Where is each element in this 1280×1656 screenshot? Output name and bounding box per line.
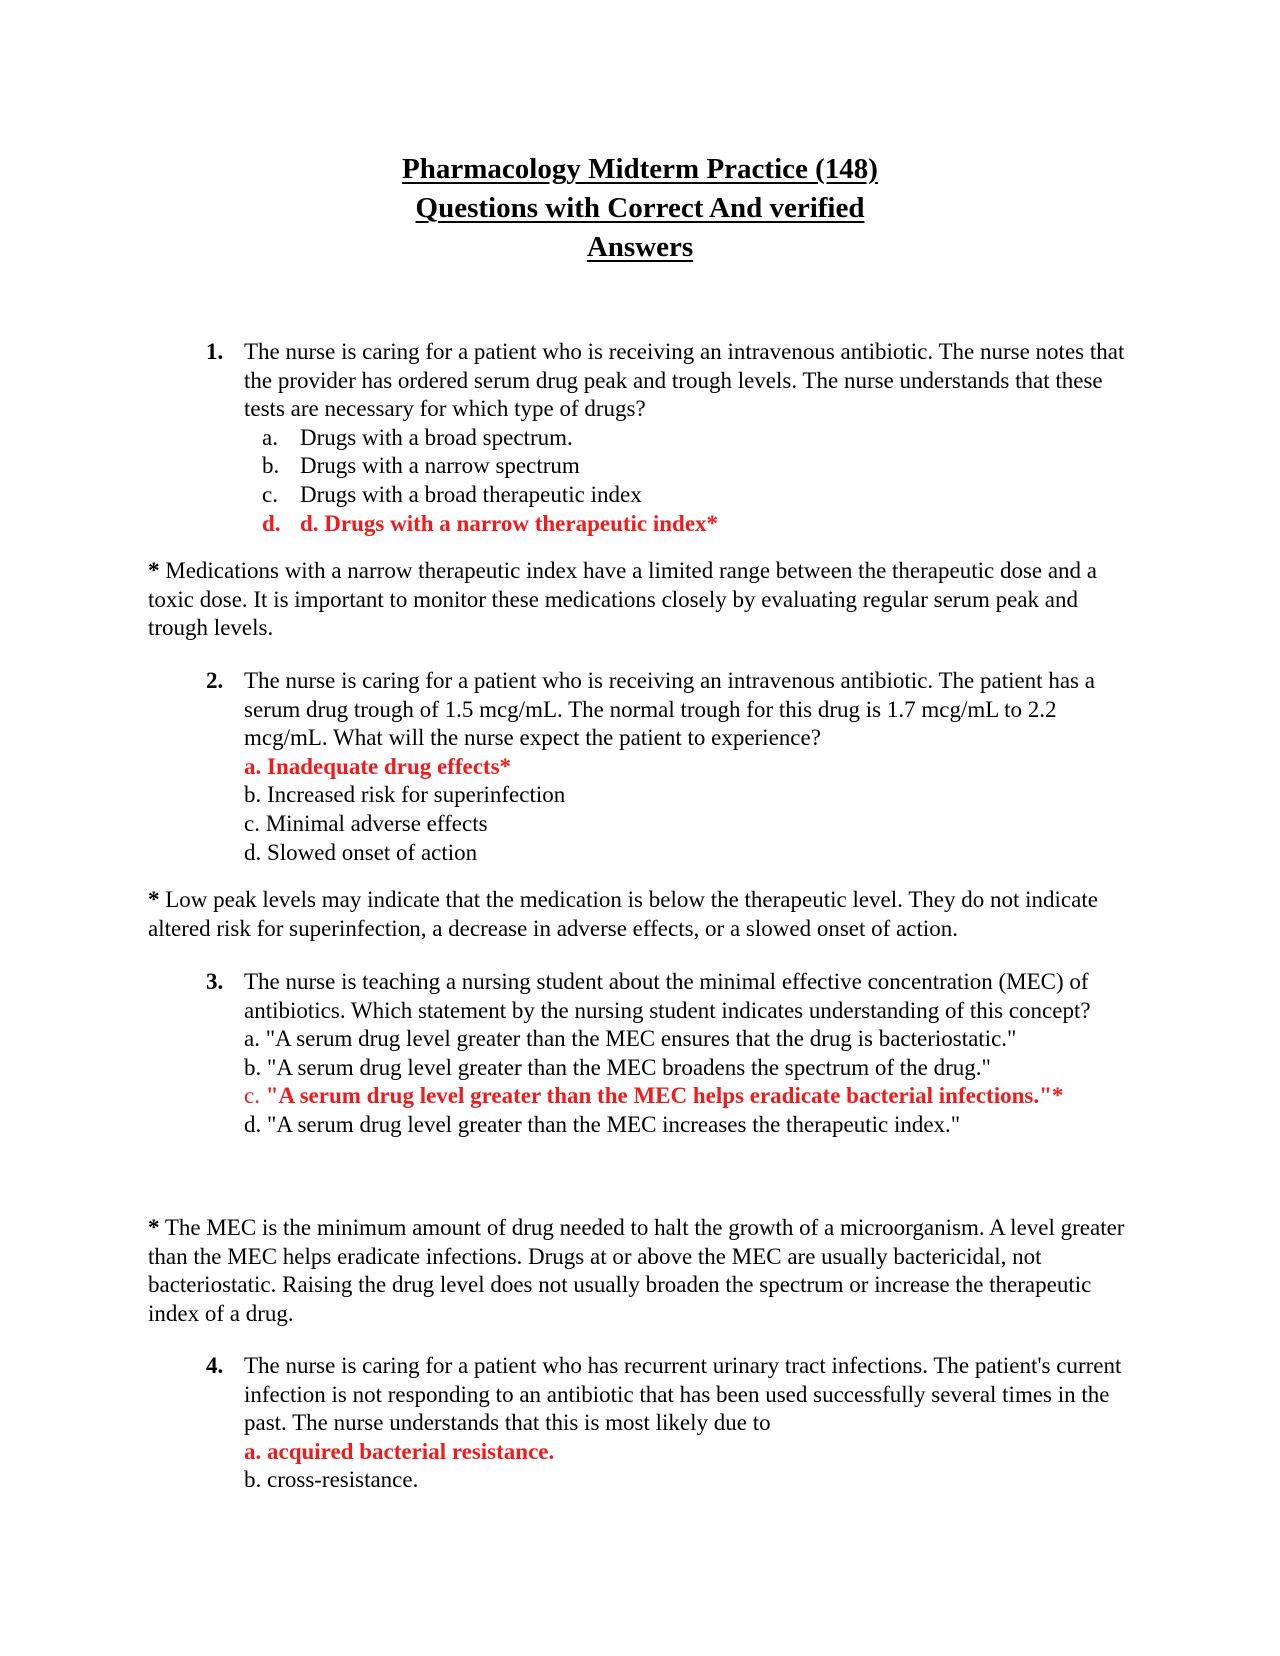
- option-text: d. Drugs with a narrow therapeutic index*: [300, 510, 719, 536]
- option-letter: a.: [262, 424, 278, 450]
- correct-answer-option: [244, 1082, 1126, 1111]
- answer-option: d. Slowed onset of action: [244, 839, 478, 865]
- option-letter: c.: [244, 1083, 260, 1109]
- question-stem: The nurse is teaching a nursing student about the minimal effective concentration (MEC) of antibiotics. Which statement by the nursing student indicates understanding of this concept?: [244, 969, 1091, 1023]
- rationale-marker: *: [148, 887, 160, 912]
- question-number: 4.: [206, 1353, 224, 1378]
- answer-option: [206, 481, 1126, 510]
- question-2: [206, 667, 1126, 867]
- rationale-text: Medications with a narrow therapeutic index have a limited range between the therapeutic dose and a toxic dose. It is important to monitor these medications closely by evaluating regular serum peak and trough levels.: [148, 558, 1098, 641]
- title-line-2: Questions with Correct And verified: [415, 192, 865, 224]
- question-number: 1.: [206, 339, 224, 364]
- rationale-marker: *: [148, 1215, 160, 1240]
- rationale-text: The MEC is the minimum amount of drug needed to halt the growth of a microorganism. A level greater than the MEC helps eradicate infections. Drugs at or above the MEC are usually bactericidal, not bacteriostatic. Raising the drug level does not usually broaden the spectrum or increase the therapeutic index of a drug.: [148, 1215, 1125, 1326]
- option-letter: b.: [262, 453, 280, 479]
- question-number: 2.: [206, 668, 224, 693]
- option-letter: c.: [262, 481, 278, 507]
- question-3: [206, 968, 1126, 1140]
- answer-option: [206, 452, 1126, 481]
- title-line-1: Pharmacology Midterm Practice (148): [402, 153, 878, 185]
- title-line-3: Answers: [586, 231, 694, 263]
- correct-answer-option: a. Inadequate drug effects*: [244, 753, 512, 779]
- rationale-1: [148, 557, 1138, 643]
- rationale-2: [148, 886, 1138, 943]
- option-text: Drugs with a broad therapeutic index: [300, 481, 642, 507]
- option-text: Drugs with a narrow spectrum: [300, 453, 580, 479]
- correct-answer-option: a. acquired bacterial resistance.: [244, 1438, 555, 1464]
- option-text: "A serum drug level greater than the MEC helps eradicate bacterial infections."*: [265, 1083, 1064, 1109]
- document-title: [0, 150, 1280, 267]
- question-stem: The nurse is caring for a patient who is receiving an intravenous antibiotic. The patient has a serum drug trough of 1.5 mcg/mL. The normal trough for this drug is 1.7 mcg/mL to 2.2 mcg/mL. What will the nurse expect the patient to experience?: [244, 668, 1095, 751]
- answer-option: b. Increased risk for superinfection: [244, 782, 566, 808]
- rationale-marker: *: [148, 558, 160, 583]
- question-4: [206, 1352, 1126, 1495]
- option-text: Drugs with a broad spectrum.: [300, 424, 573, 450]
- correct-answer-option: [206, 510, 1126, 539]
- question-number: 3.: [206, 969, 224, 994]
- answer-option: d. "A serum drug level greater than the MEC increases the therapeutic index.": [244, 1111, 961, 1137]
- answer-option: c. Minimal adverse effects: [244, 810, 488, 836]
- answer-option: a. "A serum drug level greater than the MEC ensures that the drug is bacteriostatic.": [244, 1026, 1017, 1052]
- rationale-3: [148, 1214, 1138, 1328]
- rationale-text: Low peak levels may indicate that the medication is below the therapeutic level. They do not indicate altered risk for superinfection, a decrease in adverse effects, or a slowed onset of action.: [148, 887, 1098, 941]
- question-stem: The nurse is caring for a patient who is receiving an intravenous antibiotic. The nurse notes that the provider has ordered serum drug peak and trough levels. The nurse understands that these tests are necessary for which type of drugs?: [244, 339, 1125, 422]
- question-stem: The nurse is caring for a patient who has recurrent urinary tract infections. The patient's current infection is not responding to an antibiotic that has been used successfully several times in the past. The nurse understands that this is most likely due to: [244, 1353, 1122, 1436]
- answer-option: b. cross-resistance.: [244, 1467, 419, 1493]
- answer-option: b. "A serum drug level greater than the MEC broadens the spectrum of the drug.": [244, 1054, 991, 1080]
- question-1: [206, 338, 1126, 538]
- option-letter: d.: [262, 510, 281, 536]
- answer-option: [206, 424, 1126, 453]
